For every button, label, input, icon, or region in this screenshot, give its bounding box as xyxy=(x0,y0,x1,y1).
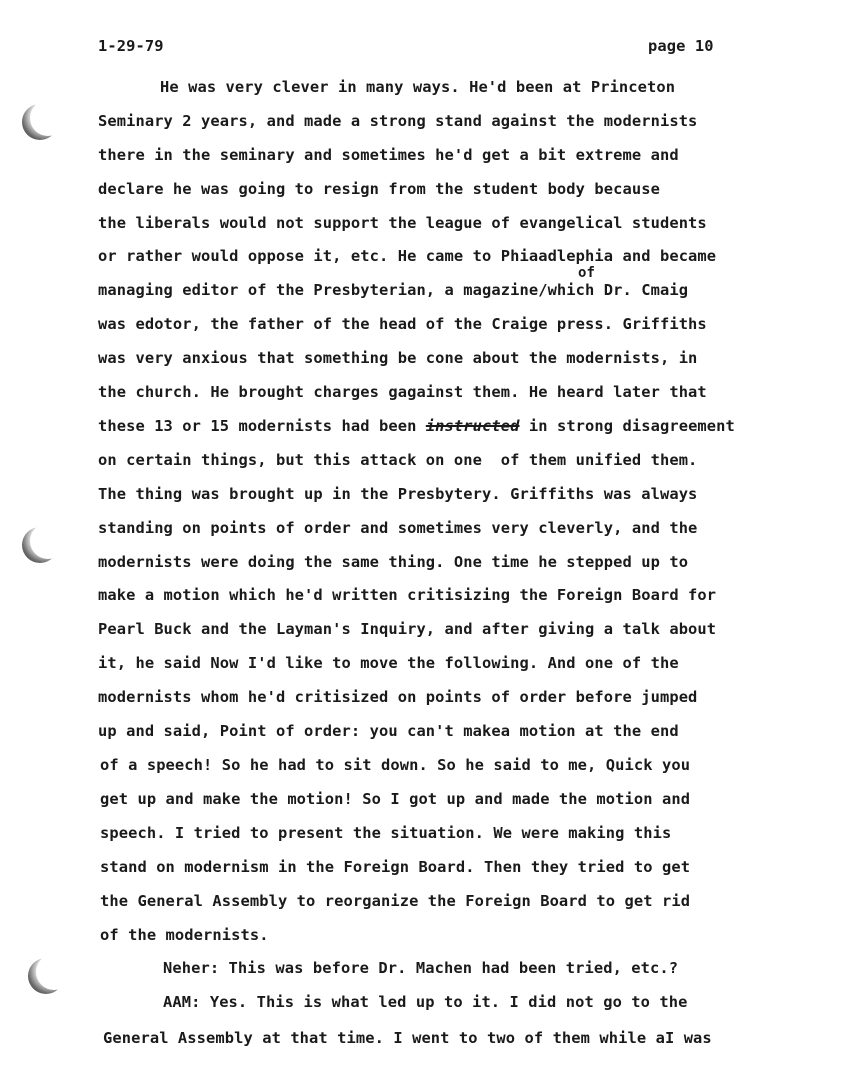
header-page-number: page 10 xyxy=(648,37,714,55)
text-line: He was very clever in many ways. He'd been at Princeton xyxy=(160,78,676,96)
text-line: the liberals would not support the league of evangelical students xyxy=(98,214,707,232)
text-line: was edotor, the father of the head of the Craige press. Griffiths xyxy=(98,315,707,333)
text-line: get up and make the motion! So I got up and made the motion and xyxy=(100,790,691,808)
text-line: was very anxious that something be cone about the modernists, in xyxy=(98,349,698,367)
text-line: The thing was brought up in the Presbytery. Griffiths was always xyxy=(98,485,698,503)
punch-hole-bottom xyxy=(28,958,64,994)
text-line: the church. He brought charges gagainst them. He heard later that xyxy=(98,383,707,401)
text-line-with-strikeout xyxy=(98,416,735,436)
text-line: speech. I tried to present the situation. We were making this xyxy=(100,824,672,842)
text-line: Neher: This was before Dr. Machen had been tried, etc.? xyxy=(163,959,679,977)
header-date: 1-29-79 xyxy=(98,37,164,55)
text-line: make a motion which he'd written critisizing the Foreign Board for xyxy=(98,586,717,604)
text-line: or rather would oppose it, etc. He came to Phiaadlephia and became xyxy=(98,247,717,265)
line-part-before: these 13 or 15 modernists had been xyxy=(98,417,426,435)
struck-out-word: instructed xyxy=(425,417,520,435)
punch-hole-middle xyxy=(22,527,58,563)
text-line: it, he said Now I'd like to move the following. And one of the xyxy=(98,654,679,672)
text-line: standing on points of order and sometimes very cleverly, and the xyxy=(98,519,698,537)
text-line: declare he was going to resign from the student body because xyxy=(98,180,660,198)
text-line: of a speech! So he had to sit down. So he said to me, Quick you xyxy=(100,756,691,774)
text-line: up and said, Point of order: you can't makea motion at the end xyxy=(98,722,679,740)
text-line: there in the seminary and sometimes he'd get a bit extreme and xyxy=(98,146,679,164)
text-line: of the modernists. xyxy=(100,926,269,944)
text-line: Seminary 2 years, and made a strong stand against the modernists xyxy=(98,112,698,130)
text-line: modernists whom he'd critisized on points of order before jumped xyxy=(98,688,698,706)
text-line: Pearl Buck and the Layman's Inquiry, and after giving a talk about xyxy=(98,620,717,638)
line-part-after: in strong disagreement xyxy=(519,417,735,435)
text-line: AAM: Yes. This is what led up to it. I did not go to the xyxy=(163,993,688,1011)
text-line: on certain things, but this attack on one of them unified them. xyxy=(98,451,698,469)
text-line: managing editor of the Presbyterian, a magazine/which Dr. Cmaig xyxy=(98,281,689,299)
text-line: modernists were doing the same thing. One time he stepped up to xyxy=(98,553,689,571)
text-line: stand on modernism in the Foreign Board. Then they tried to get xyxy=(100,858,691,876)
text-line: General Assembly at that time. I went to two of them while aI was xyxy=(103,1029,712,1047)
interlinear-insertion: of xyxy=(578,265,596,281)
text-line: the General Assembly to reorganize the Foreign Board to get rid xyxy=(100,892,691,910)
punch-hole-top xyxy=(22,104,58,140)
